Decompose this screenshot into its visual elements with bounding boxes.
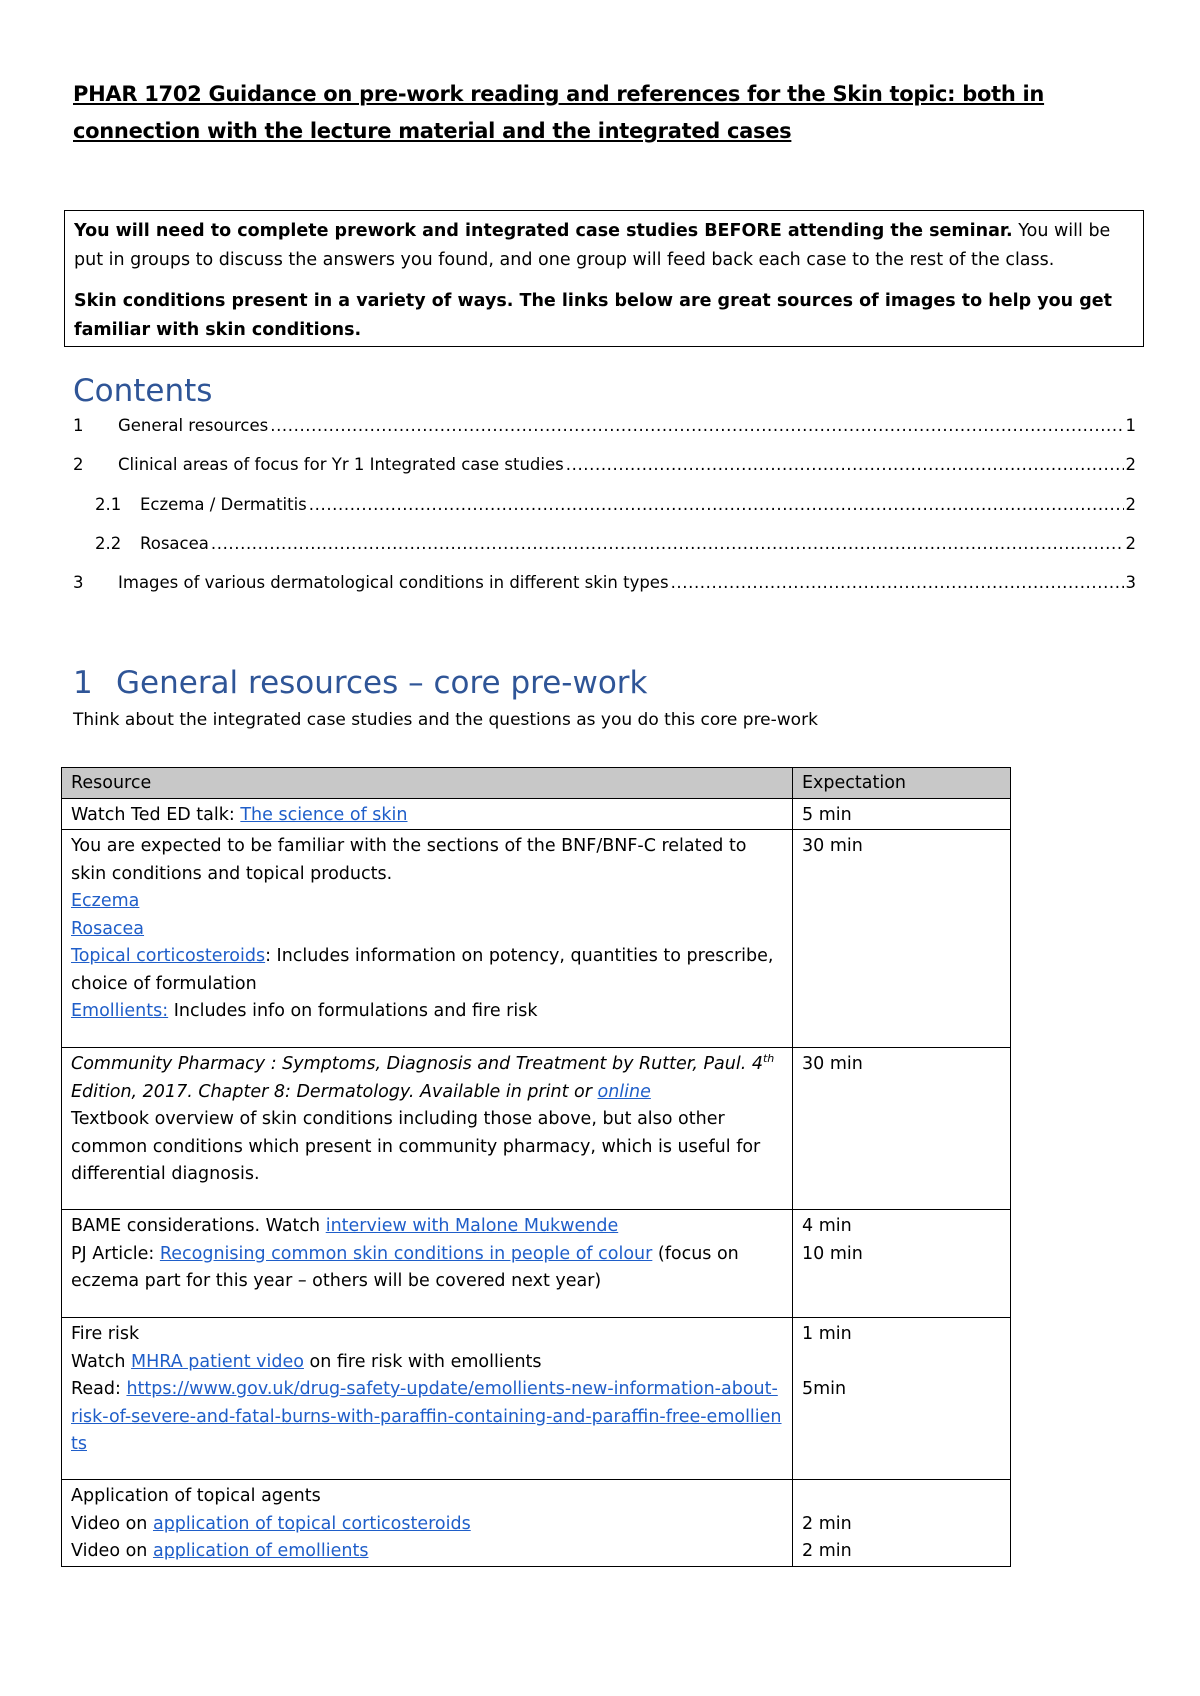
toc-entry-number: 3 — [73, 573, 84, 592]
science-of-skin-link[interactable]: The science of skin — [240, 804, 408, 825]
bnf-intro: You are expected to be familiar with the sections of the BNF/BNF-C related to skin conditions and topical products. — [71, 836, 747, 884]
eczema-link[interactable]: Eczema — [71, 891, 140, 911]
toc-leader-dots — [566, 455, 1124, 474]
pj-article-note: (focus on eczema part for this year – others will be covered next year) — [71, 1243, 739, 1291]
resource-column-header: Resource — [62, 768, 793, 799]
notice-bold-2: Skin conditions present in a variety of ways. The links below are great sources of images to help you get familiar with skin conditions. — [74, 291, 1112, 340]
mhra-video-link[interactable]: MHRA patient video — [131, 1351, 304, 1372]
notice-paragraph-2 — [74, 287, 1134, 345]
notice-text-1: You will be put in groups to discuss the answers you found, and one group will feed back each case to the rest of the class. — [74, 221, 1111, 270]
fire-risk-title: Fire risk — [71, 1324, 140, 1344]
prework-notice-box — [64, 210, 1144, 347]
expectation-cell: 30 min — [793, 1048, 1011, 1210]
topical-corticosteroids-link[interactable]: Topical corticosteroids — [71, 946, 266, 966]
expectation-cell — [793, 1318, 1011, 1480]
pj-article-time: 10 min — [802, 1243, 863, 1264]
toc-leader-dots — [671, 573, 1124, 592]
table-row — [62, 1210, 1011, 1318]
video-prefix: Video on — [71, 1541, 153, 1561]
toc-entry[interactable] — [73, 495, 1136, 519]
table-row — [62, 1048, 1011, 1210]
toc-entry-number: 2 — [73, 455, 84, 474]
table-row — [62, 798, 1011, 830]
book-edition-superscript: th — [762, 1052, 775, 1066]
toc-leader-dots — [270, 416, 1123, 435]
resource-cell — [62, 1480, 793, 1567]
rosacea-link[interactable]: Rosacea — [71, 918, 145, 939]
toc-entry-page: 2 — [1125, 455, 1136, 474]
toc-entry-text: Rosacea — [140, 534, 209, 553]
drug-safety-update-link[interactable]: https://www.gov.uk/drug-safety-update/emollients-new-information-about-risk-of-severe-and-fatal-burns-with-paraffin-containing-and-paraffin-free-emollients — [71, 1379, 782, 1454]
expectation-cell — [793, 1480, 1011, 1567]
topical-corticosteroids-video-link[interactable]: application of topical corticosteroids — [152, 1513, 471, 1534]
resources-table — [61, 767, 1011, 1567]
pj-article-link[interactable]: Recognising common skin conditions in people of colour — [159, 1243, 653, 1264]
fire-read-prefix: Read: — [71, 1379, 127, 1399]
malone-mukwende-interview-link[interactable]: interview with Malone Mukwende — [325, 1216, 619, 1236]
section-1-number: 1 — [73, 665, 93, 701]
section-1-title: General resources – core pre-work — [116, 665, 648, 701]
notice-paragraph-1 — [74, 217, 1134, 275]
toc-entry[interactable] — [73, 416, 1136, 440]
section-1-heading — [73, 665, 647, 701]
notice-bold-1: You will need to complete prework and integrated case studies BEFORE attending the seminar. — [74, 221, 1013, 241]
toc-entry-text: Clinical areas of focus for Yr 1 Integrated case studies — [118, 455, 564, 474]
fire-watch-prefix: Watch — [71, 1351, 132, 1372]
resource-cell — [62, 1318, 793, 1480]
pj-article-prefix: PJ Article: — [71, 1243, 160, 1264]
ted-prefix: Watch Ted ED talk: — [71, 804, 241, 825]
contents-heading: Contents — [73, 373, 213, 409]
corticosteroids-video-time: 2 min — [802, 1513, 852, 1534]
toc-entry-text: Images of various dermatological conditions in different skin types — [118, 573, 669, 592]
table-row — [62, 1318, 1011, 1480]
expectation-cell: 5 min — [793, 798, 1011, 830]
title-line-1: PHAR 1702 Guidance on pre-work reading and references for the Skin topic: both in — [73, 82, 1045, 106]
emollients-description: Includes info on formulations and fire risk — [168, 1001, 538, 1021]
fire-watch-suffix: on fire risk with emollients — [303, 1351, 542, 1372]
toc-entry-page: 2 — [1125, 534, 1136, 553]
expectation-column-header: Expectation — [793, 768, 1011, 799]
emollients-video-time: 2 min — [802, 1541, 852, 1561]
toc-entry-text: Eczema / Dermatitis — [140, 495, 307, 514]
expectation-cell: 30 min — [793, 830, 1011, 1048]
resource-cell — [62, 798, 793, 830]
table-row — [62, 830, 1011, 1048]
emollients-link[interactable]: Emollients: — [71, 1001, 169, 1021]
fire-read-time: 5min — [802, 1378, 847, 1399]
toc-entry-page: 1 — [1125, 416, 1136, 435]
table-row — [62, 1480, 1011, 1567]
title-line-2: connection with the lecture material and the integrated cases — [73, 119, 792, 143]
book-online-link[interactable]: online — [597, 1081, 651, 1102]
toc-leader-dots — [309, 495, 1124, 514]
book-description: Textbook overview of skin conditions including those above, but also other common conditions which present in community pharmacy, which is useful for differential diagnosis. — [71, 1109, 761, 1184]
emollients-video-link[interactable]: application of emollients — [152, 1541, 369, 1561]
section-1-intro: Think about the integrated case studies and the questions as you do this core pre-work — [73, 710, 818, 730]
corticosteroids-description: : Includes information on potency, quantities to prescribe, choice of formulation — [71, 946, 774, 994]
toc-entry[interactable] — [73, 455, 1136, 479]
toc-leader-dots — [211, 534, 1124, 553]
document-title — [73, 76, 1113, 150]
toc-entry[interactable] — [73, 534, 1136, 558]
bame-video-time: 4 min — [802, 1216, 852, 1236]
resource-cell — [62, 1210, 793, 1318]
toc-entry-number: 2.1 — [95, 495, 122, 514]
toc-entry-number: 1 — [73, 416, 84, 435]
application-title: Application of topical agents — [71, 1486, 321, 1506]
toc-entry-text: General resources — [118, 416, 269, 435]
toc-entry-number: 2.2 — [95, 534, 122, 553]
resource-cell — [62, 830, 793, 1048]
toc-entry-page: 3 — [1125, 573, 1136, 592]
book-citation-continued: Edition, 2017. Chapter 8: Dermatology. Available in print or — [71, 1081, 598, 1102]
book-citation: Community Pharmacy : Symptoms, Diagnosis and Treatment by Rutter, Paul. 4 — [71, 1054, 763, 1074]
table-header-row — [62, 768, 1011, 799]
toc-entry[interactable] — [73, 573, 1136, 597]
toc-entry-page: 2 — [1125, 495, 1136, 514]
resource-cell — [62, 1048, 793, 1210]
video-prefix: Video on — [71, 1513, 153, 1534]
bame-prefix: BAME considerations. Watch — [71, 1216, 326, 1236]
fire-video-time: 1 min — [802, 1324, 852, 1344]
expectation-cell — [793, 1210, 1011, 1318]
